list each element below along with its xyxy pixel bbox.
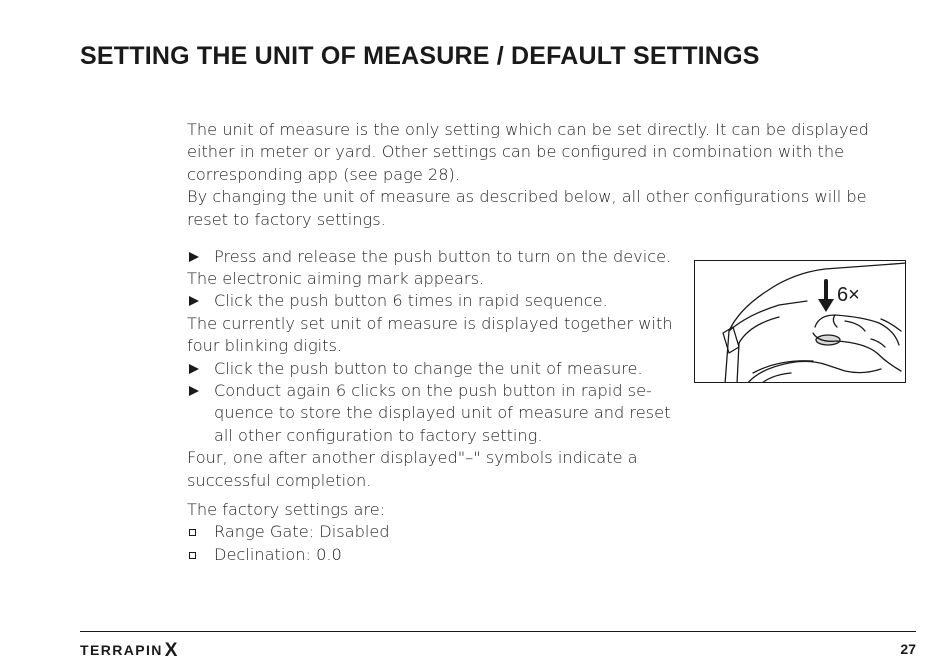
push-button-illustration — [694, 260, 906, 383]
instructions — [187, 246, 692, 492]
brand-mark: X — [164, 640, 178, 661]
step-text: Conduct again 6 clicks on the push button in rapid se-quence to store the displayed unit of measure and reset all other configuration to factory setting. — [214, 380, 671, 445]
factory-item — [187, 521, 892, 543]
arrow-bullet-icon — [189, 252, 199, 262]
step-result: The electronic aiming mark appears. — [187, 268, 485, 288]
page-number: 27 — [900, 641, 916, 657]
square-bullet-icon — [189, 529, 196, 536]
factory-item-text: Declination: 0.0 — [214, 544, 342, 564]
step-result: The currently set unit of measure is displayed together with four blinking digits. — [187, 313, 673, 356]
step-item — [187, 358, 692, 380]
press-count-label: 6× — [837, 284, 860, 306]
step-text: Click the push button 6 times in rapid sequence. — [214, 291, 608, 311]
step-result: Four, one after another displayed"–" symbols indicate a successful completion. — [187, 448, 638, 490]
step-item — [187, 246, 692, 268]
factory-intro: The factory settings are: — [187, 500, 386, 519]
arrow-bullet-icon — [189, 364, 199, 374]
square-bullet-icon — [189, 552, 196, 559]
page-title: SETTING THE UNIT OF MEASURE / DEFAULT SETTINGS — [80, 42, 760, 70]
arrow-bullet-icon — [189, 386, 199, 396]
step-text: Press and release the push button to turn on the device. — [214, 246, 672, 266]
factory-item — [187, 544, 892, 566]
device-drawing-icon — [695, 261, 906, 383]
step-item — [187, 290, 692, 312]
brand-logo — [80, 640, 177, 662]
intro-paragraph: By changing the unit of measure as described below, all other configurations will be reset to factory settings. — [187, 187, 867, 229]
footer-divider — [80, 631, 916, 632]
step-text: Click the push button to change the unit of measure. — [214, 358, 643, 378]
step-item — [187, 380, 692, 447]
arrow-bullet-icon — [189, 296, 199, 306]
factory-item-text: Range Gate: Disabled — [214, 522, 390, 542]
intro-paragraph: The unit of measure is the only setting which can be set directly. It can be displayed either in meter or yard. Other settings can be configured in combination with the corresponding app (see page 28). — [187, 120, 869, 184]
brand-name: TERRAPIN — [80, 642, 163, 658]
